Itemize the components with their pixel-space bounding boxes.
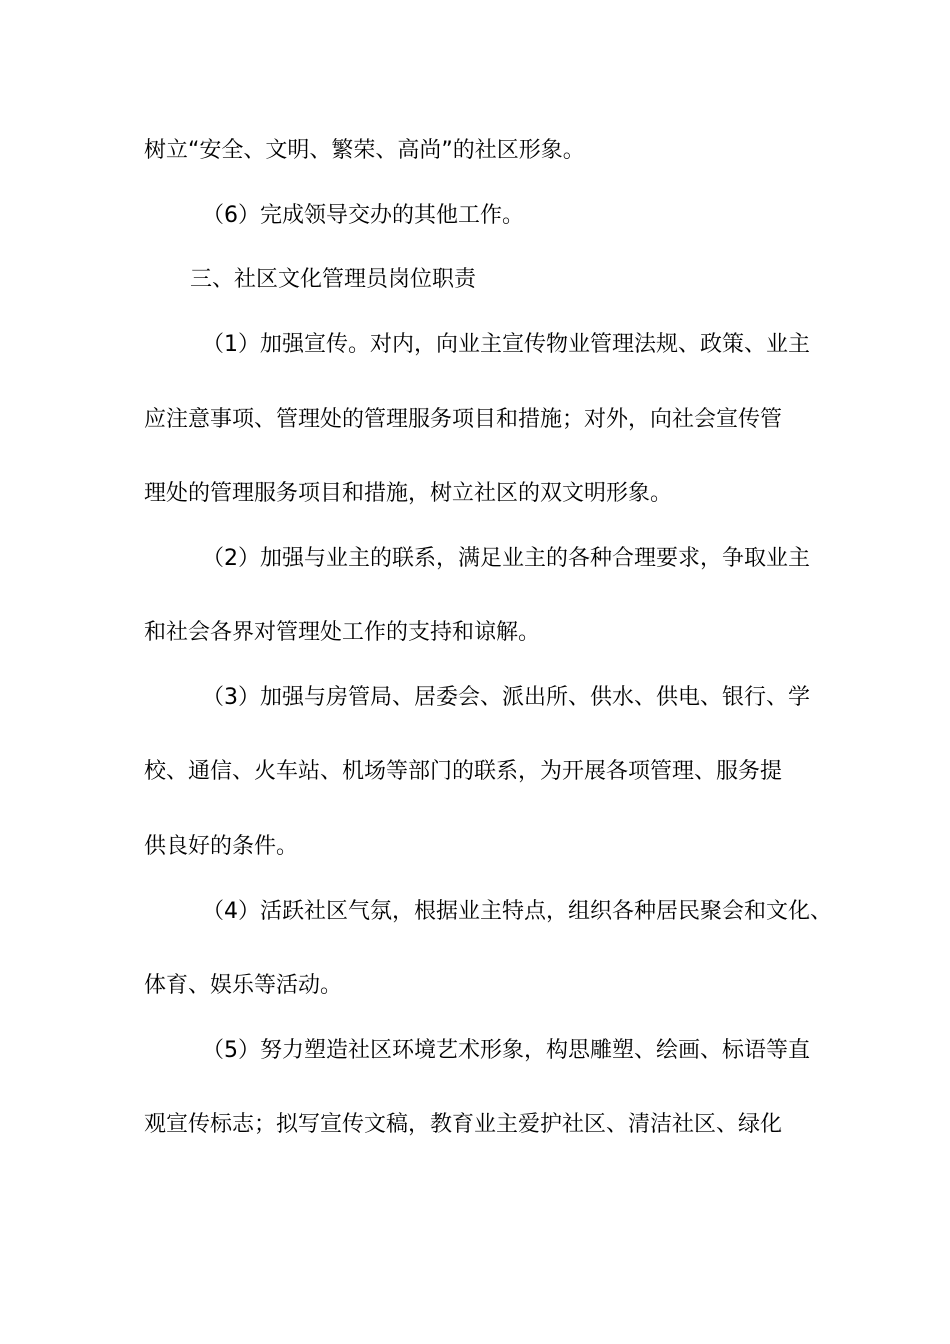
item-5-line-1: （5）努力塑造社区环境艺术形象，构思雕塑、绘画、标语等直 <box>202 1038 810 1063</box>
item-1-line-2: 应注意事项、管理处的管理服务项目和措施；对外，向社会宣传管 <box>144 407 783 432</box>
item-3-line-3: 供良好的条件。 <box>144 834 299 859</box>
section-heading: 三、社区文化管理员岗位职责 <box>190 267 477 292</box>
item-3-line-1: （3）加强与房管局、居委会、派出所、供水、供电、银行、学 <box>202 685 810 710</box>
item-4-line-1: （4）活跃社区气氛，根据业主特点，组织各种居民聚会和文化、 <box>202 899 832 924</box>
item-1-line-1: （1）加强宣传。对内，向业主宣传物业管理法规、政策、业主 <box>202 332 810 357</box>
item-5-line-2: 观宣传标志；拟写宣传文稿，教育业主爱护社区、清洁社区、绿化 <box>144 1112 783 1137</box>
item-2-line-1: （2）加强与业主的联系，满足业主的各种合理要求，争取业主 <box>202 546 810 571</box>
text-line-1: 树立“安全、文明、繁荣、高尚”的社区形象。 <box>144 138 585 163</box>
item-6-line: （6）完成领导交办的其他工作。 <box>202 203 524 228</box>
item-4-line-2: 体育、娱乐等活动。 <box>144 973 343 998</box>
item-1-line-3: 理处的管理服务项目和措施，树立社区的双文明形象。 <box>144 481 673 506</box>
item-3-line-2: 校、通信、火车站、机场等部门的联系，为开展各项管理、服务提 <box>144 759 783 784</box>
item-2-line-2: 和社会各界对管理处工作的支持和谅解。 <box>144 620 541 645</box>
